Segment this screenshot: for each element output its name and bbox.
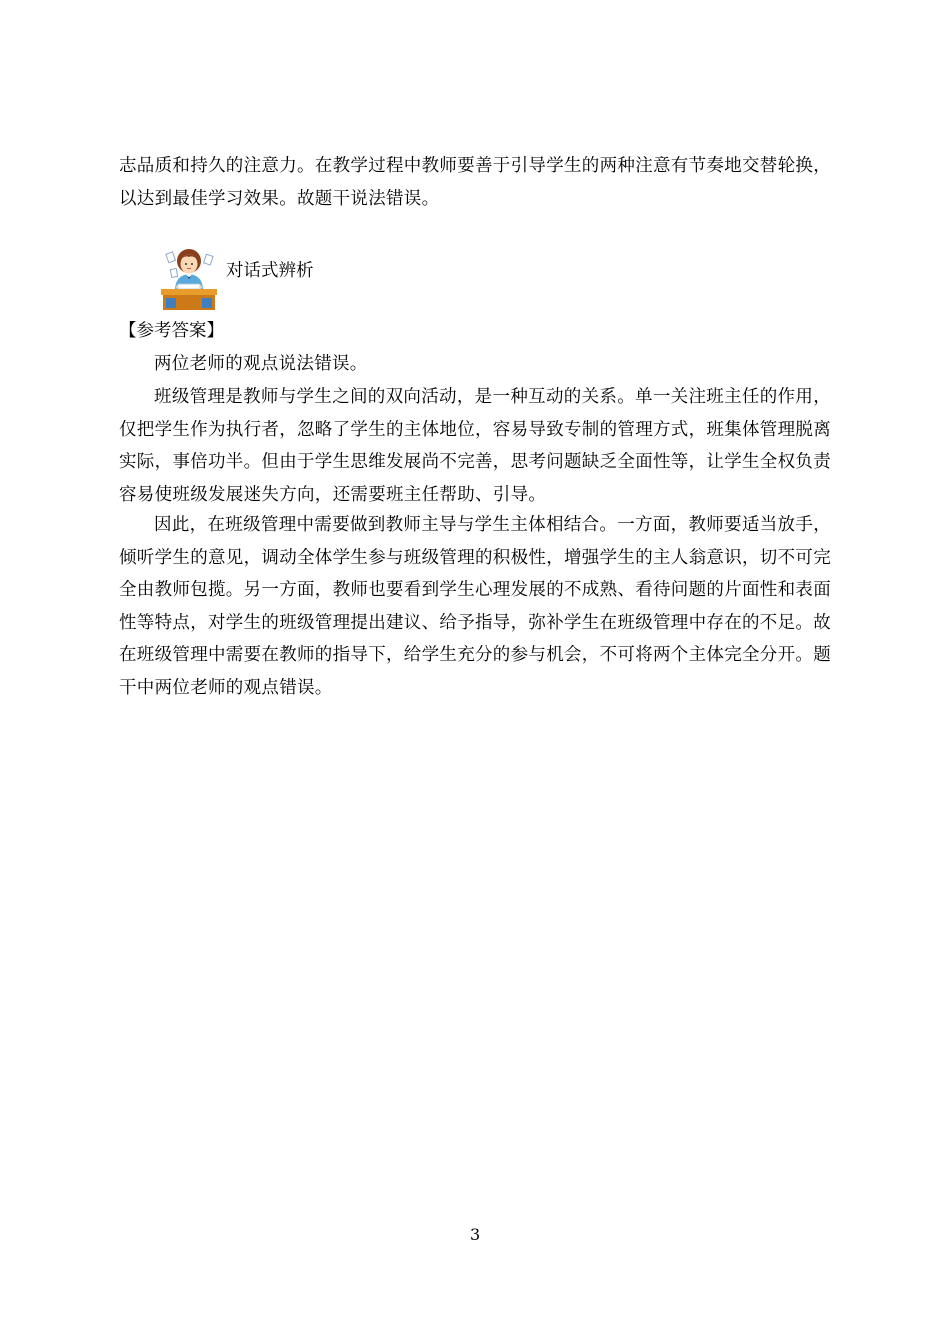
paragraph-conclusion: 两位老师的观点说法错误。 xyxy=(154,354,368,374)
section-heading xyxy=(158,245,314,311)
paragraph-continuation: 志品质和持久的注意力。在教学过程中教师要善于引导学生的两种注意有节奏地交替轮换，以达到最佳学习效果。故题干说法错误。 xyxy=(119,156,831,209)
page-number: 3 xyxy=(470,1225,481,1244)
paragraph-analysis: 班级管理是教师与学生之间的双向活动，是一种互动的关系。单一关注班主任的作用，仅把学生作为执行者，忽略了学生的主体地位，容易导致专制的管理方式，班集体管理脱离实际，事倍功半。但由于学生思维发展尚不完善，思考问题缺乏全面性等，让学生全权负责容易使班级发展迷失方向，还需要班主任帮助、引导。 xyxy=(119,387,831,505)
section-title: 对话式辨析 xyxy=(226,260,314,281)
paragraph-resolution: 因此，在班级管理中需要做到教师主导与学生主体相结合。一方面，教师要适当放手，倾听学生的意见，调动全体学生参与班级管理的积极性，增强学生的主人翁意识，切不可完全由教师包揽。另一方面，教师也要看到学生心理发展的不成熟、看待问题的片面性和表面性等特点，对学生的班级管理提出建议、给予指导，弥补学生在班级管理中存在的不足。故在班级管理中需要在教师的指导下，给学生充分的参与机会，不可将两个主体完全分开。题干中两位老师的观点错误。 xyxy=(119,515,831,698)
answer-label: 【参考答案】 xyxy=(119,321,224,341)
teacher-at-desk-icon xyxy=(158,245,220,311)
